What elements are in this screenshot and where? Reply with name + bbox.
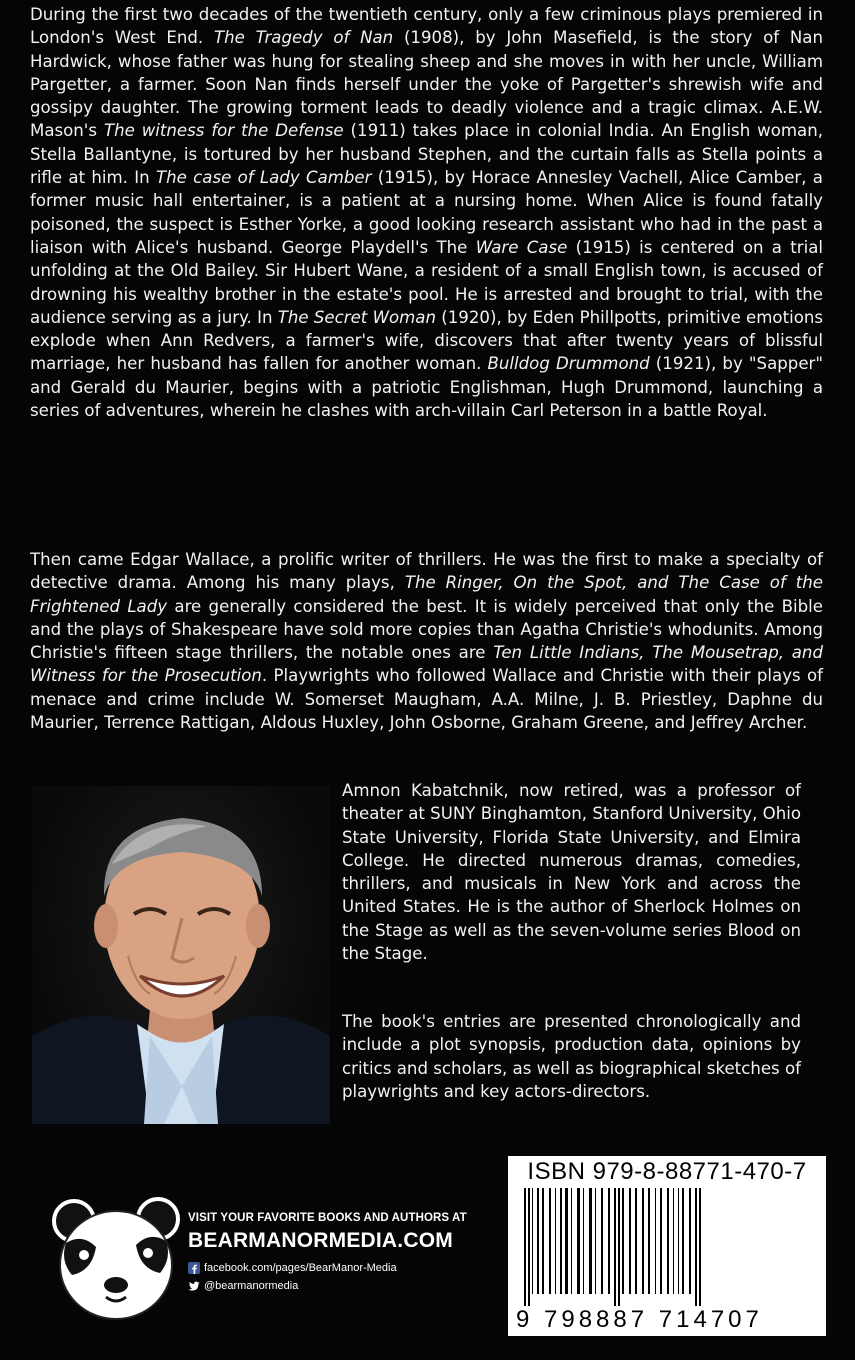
text-run: (1921), by "Sapper" and Gerald du Maurier, begins with a patriotic Englishman, Hugh Drummond, launching a series of adventures, wherein he clashes with arch-villain Carl Peterson in a battle Royal.	[30, 354, 823, 421]
facebook-url: facebook.com/pages/BearManor-Media	[204, 1262, 397, 1274]
italic-title: Ten Little Indians, The Mousetrap, and Witness for the Prosecution	[30, 643, 823, 686]
barcode-bar	[608, 1188, 610, 1294]
barcode-bar	[549, 1188, 551, 1294]
publisher-tagline: VISIT YOUR FAVORITE BOOKS AND AUTHORS AT	[188, 1212, 467, 1224]
text-run: (1911) takes place in colonial India. An English woman, Stella Ballantyne, is tortured by her husband Stephen, and the curtain falls as Stella points a rifle at him. In	[30, 121, 823, 188]
barcode-bar	[560, 1188, 562, 1294]
text-run: During the first two decades of the twentieth century, only a few criminous plays premiered in London's West End.	[30, 5, 823, 48]
barcode-bar	[660, 1188, 662, 1294]
italic-title: Ware Case	[475, 237, 568, 257]
barcode-bar	[589, 1188, 592, 1294]
barcode-bar	[537, 1188, 539, 1294]
barcode-bar	[601, 1188, 603, 1294]
italic-title: The case of Lady Camber	[155, 168, 372, 188]
author-bio: Amnon Kabatchnik, now retired, was a professor of theater at SUNY Binghamton, Stanford University, Ohio State University, Florida State University, and Elmira College. He directed numerous dramas, comedies, thrillers, and musicals in New York and across the United States. He is the author of Sherlock Holmes on the Stage as well as the seven-volume series Blood on the Stage.	[342, 781, 801, 964]
italic-title: The witness for the Defense	[103, 121, 344, 141]
text-run: . Playwrights who followed Wallace and Christie with their plays of menace and crime include W. Somerset Maugham, A.A. Milne, J. B. Priestley, Daphne du Maurier, Terrence Rattigan, Aldous Huxley, John Osborne, Graham Greene, and Jeffrey Archer.	[30, 666, 823, 733]
synopsis-paragraph-2	[30, 548, 823, 734]
barcode-bar	[655, 1188, 656, 1294]
italic-title: The Tragedy of Nan	[213, 28, 394, 48]
bearmanor-panda-logo	[52, 1193, 180, 1325]
italic-title: The Ringer, On the Spot, and The Case of the Frightened Lady	[30, 573, 823, 616]
isbn-label: ISBN 979-8-88771-470-7	[527, 1158, 807, 1185]
text-run: (1915), by Horace Annesley Vachell, Alice Camber, a former music hall entertainer, is a patient at a nursing home. When Alice is found fatally poisoned, the suspect is Esther Yorke, a good looking research assistant who had in the past a liaison with Alice's husband. George Playdell's The	[30, 168, 823, 257]
facebook-link[interactable]	[188, 1262, 397, 1274]
barcode-bar	[618, 1188, 620, 1306]
barcode-bar	[682, 1188, 684, 1294]
text-run: (1920), by Eden Phillpotts, primitive emotions explode when Ann Redvers, a farmer's wife, discovers that after twenty years of blissful marriage, her husband has fallen for another woman.	[30, 307, 824, 374]
text-run: are generally considered the best. It is widely perceived that only the Bible and the plays of Shakespeare have sold more copies than Agatha Christie's whodunits. Among Christie's fifteen stage thrillers, the notable ones are	[30, 596, 824, 663]
barcode-bar	[542, 1188, 544, 1294]
barcode-bar	[524, 1188, 526, 1306]
book-description: The book's entries are presented chronologically and include a plot synopsis, production data, opinions by critics and scholars, as well as biographical sketches of playwrights and key actors-directors.	[342, 1012, 801, 1101]
barcode-bar	[565, 1188, 568, 1294]
barcode-bars	[522, 1188, 812, 1306]
facebook-icon	[188, 1262, 200, 1274]
text-run: Then came Edgar Wallace, a prolific writer of thrillers. He was the first to make a specialty of detective drama. Among his many plays,	[30, 550, 823, 593]
barcode-bar	[699, 1188, 701, 1306]
barcode-bar	[614, 1188, 616, 1306]
publisher-website-link[interactable]: BEARMANORMEDIA.COM	[188, 1229, 453, 1252]
twitter-handle: @bearmanormedia	[204, 1280, 299, 1292]
isbn-barcode	[508, 1156, 826, 1336]
barcode-bar	[642, 1188, 644, 1294]
twitter-icon	[188, 1280, 200, 1292]
barcode-bar	[673, 1188, 674, 1294]
italic-title: The Secret Woman	[277, 307, 436, 327]
barcode-bar	[635, 1188, 637, 1294]
barcode-bar	[528, 1188, 530, 1306]
barcode-bar	[689, 1188, 691, 1294]
synopsis-paragraph-1	[30, 3, 823, 422]
author-portrait-illustration	[32, 786, 330, 1124]
barcode-bar	[532, 1188, 533, 1294]
italic-title: Bulldog Drummond	[487, 354, 650, 374]
twitter-link[interactable]	[188, 1280, 298, 1292]
barcode-bar	[583, 1188, 584, 1294]
barcode-bar	[648, 1188, 650, 1294]
barcode-bar	[667, 1188, 669, 1294]
barcode-bar	[678, 1188, 679, 1294]
barcode-bar	[555, 1188, 556, 1294]
text-run: (1915) is centered on a trial unfolding at the Old Bailey. Sir Hubert Wane, a resident of a small English town, is accused of drowning his wealthy brother in the estate's pool. He is arrested and brought to trial, with the audience serving as a jury. In	[30, 237, 824, 327]
barcode-bar	[622, 1188, 624, 1294]
barcode-bar	[577, 1188, 580, 1294]
text-run: (1908), by John Masefield, is the story of Nan Hardwick, whose father was hung for stealing sheep and she moves in with her uncle, William Pargetter, a farmer. Soon Nan finds herself under the yoke of Pargetter's shrewish wife and gossipy daughter. The growing torment leads to deadly violence and a tragic climax. A.E.W. Mason's	[30, 28, 823, 141]
barcode-bar	[571, 1188, 572, 1294]
author-photo	[32, 786, 330, 1124]
barcode-digits: 9 798887 714707	[516, 1306, 763, 1333]
barcode-bar	[595, 1188, 596, 1294]
barcode-bar	[695, 1188, 697, 1306]
barcode-bar	[629, 1188, 631, 1294]
